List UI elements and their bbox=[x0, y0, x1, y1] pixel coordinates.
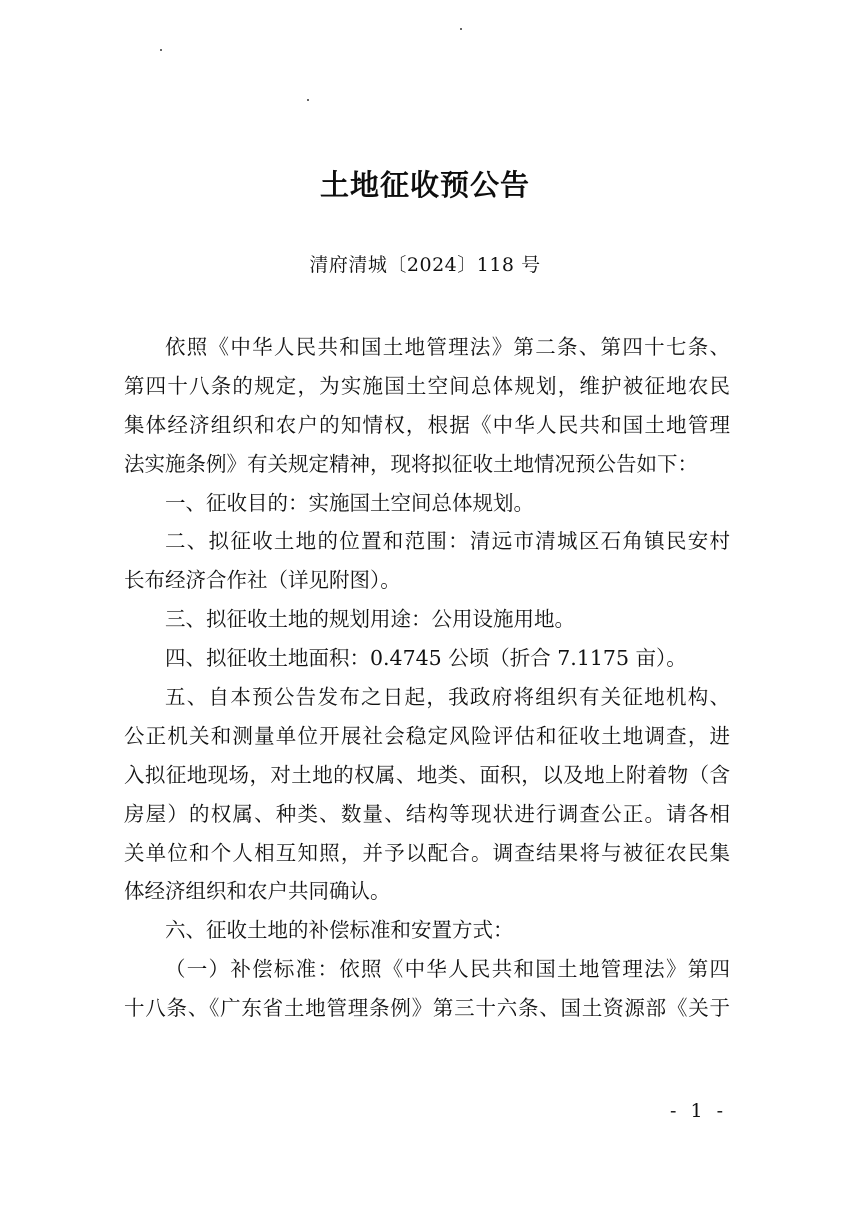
section-4-area: 四、拟征收土地面积：0.4745 公顷（折合 7.1175 亩）。 bbox=[165, 646, 687, 671]
body-line: 法实施条例》有关规定精神，现将拟征收土地情况预公告如下： bbox=[124, 451, 698, 476]
scan-speck bbox=[160, 49, 162, 51]
section-3-use: 三、拟征收土地的规划用途：公用设施用地。 bbox=[165, 607, 575, 632]
section-1-purpose: 一、征收目的：实施国土空间总体规划。 bbox=[165, 490, 534, 515]
body-line: 第四十八条的规定，为实施国土空间总体规划，维护被征地农民 bbox=[124, 373, 730, 398]
subsection-1-standard: （一）补偿标准：依照《中华人民共和国土地管理法》第四 bbox=[165, 957, 730, 982]
body-line: 集体经济组织和农户的知情权，根据《中华人民共和国土地管理 bbox=[124, 412, 730, 437]
body-line: 体经济组织和农户共同确认。 bbox=[124, 879, 391, 904]
section-6-compensation: 六、征收土地的补偿标准和安置方式： bbox=[165, 918, 514, 943]
section-2-location: 二、拟征收土地的位置和范围：清远市清城区石角镇民安村 bbox=[165, 529, 730, 554]
body-line: 十八条、《广东省土地管理条例》第三十六条、国土资源部《关于 bbox=[124, 996, 730, 1021]
body-line: 入拟征地现场，对土地的权属、地类、面积，以及地上附着物（含 bbox=[124, 762, 730, 787]
document-number: 清府清城〔2024〕118 号 bbox=[309, 254, 541, 276]
document-title: 土地征收预公告 bbox=[319, 168, 530, 202]
body-line: 长布经济合作社（详见附图）。 bbox=[124, 568, 401, 593]
scan-speck bbox=[460, 28, 462, 30]
body-line: 公正机关和测量单位开展社会稳定风险评估和征收土地调查，进 bbox=[124, 723, 730, 748]
section-5-survey: 五、自本预公告发布之日起，我政府将组织有关征地机构、 bbox=[165, 685, 730, 710]
page-number: - 1 - bbox=[670, 1100, 728, 1122]
body-line: 房屋）的权属、种类、数量、结构等现状进行调查公正。请各相 bbox=[124, 801, 730, 826]
document-body bbox=[124, 328, 730, 1028]
scan-speck bbox=[307, 99, 309, 101]
body-line: 依照《中华人民共和国土地管理法》第二条、第四十七条、 bbox=[165, 335, 730, 359]
body-line: 关单位和个人相互知照，并予以配合。调查结果将与被征农民集 bbox=[124, 840, 730, 865]
